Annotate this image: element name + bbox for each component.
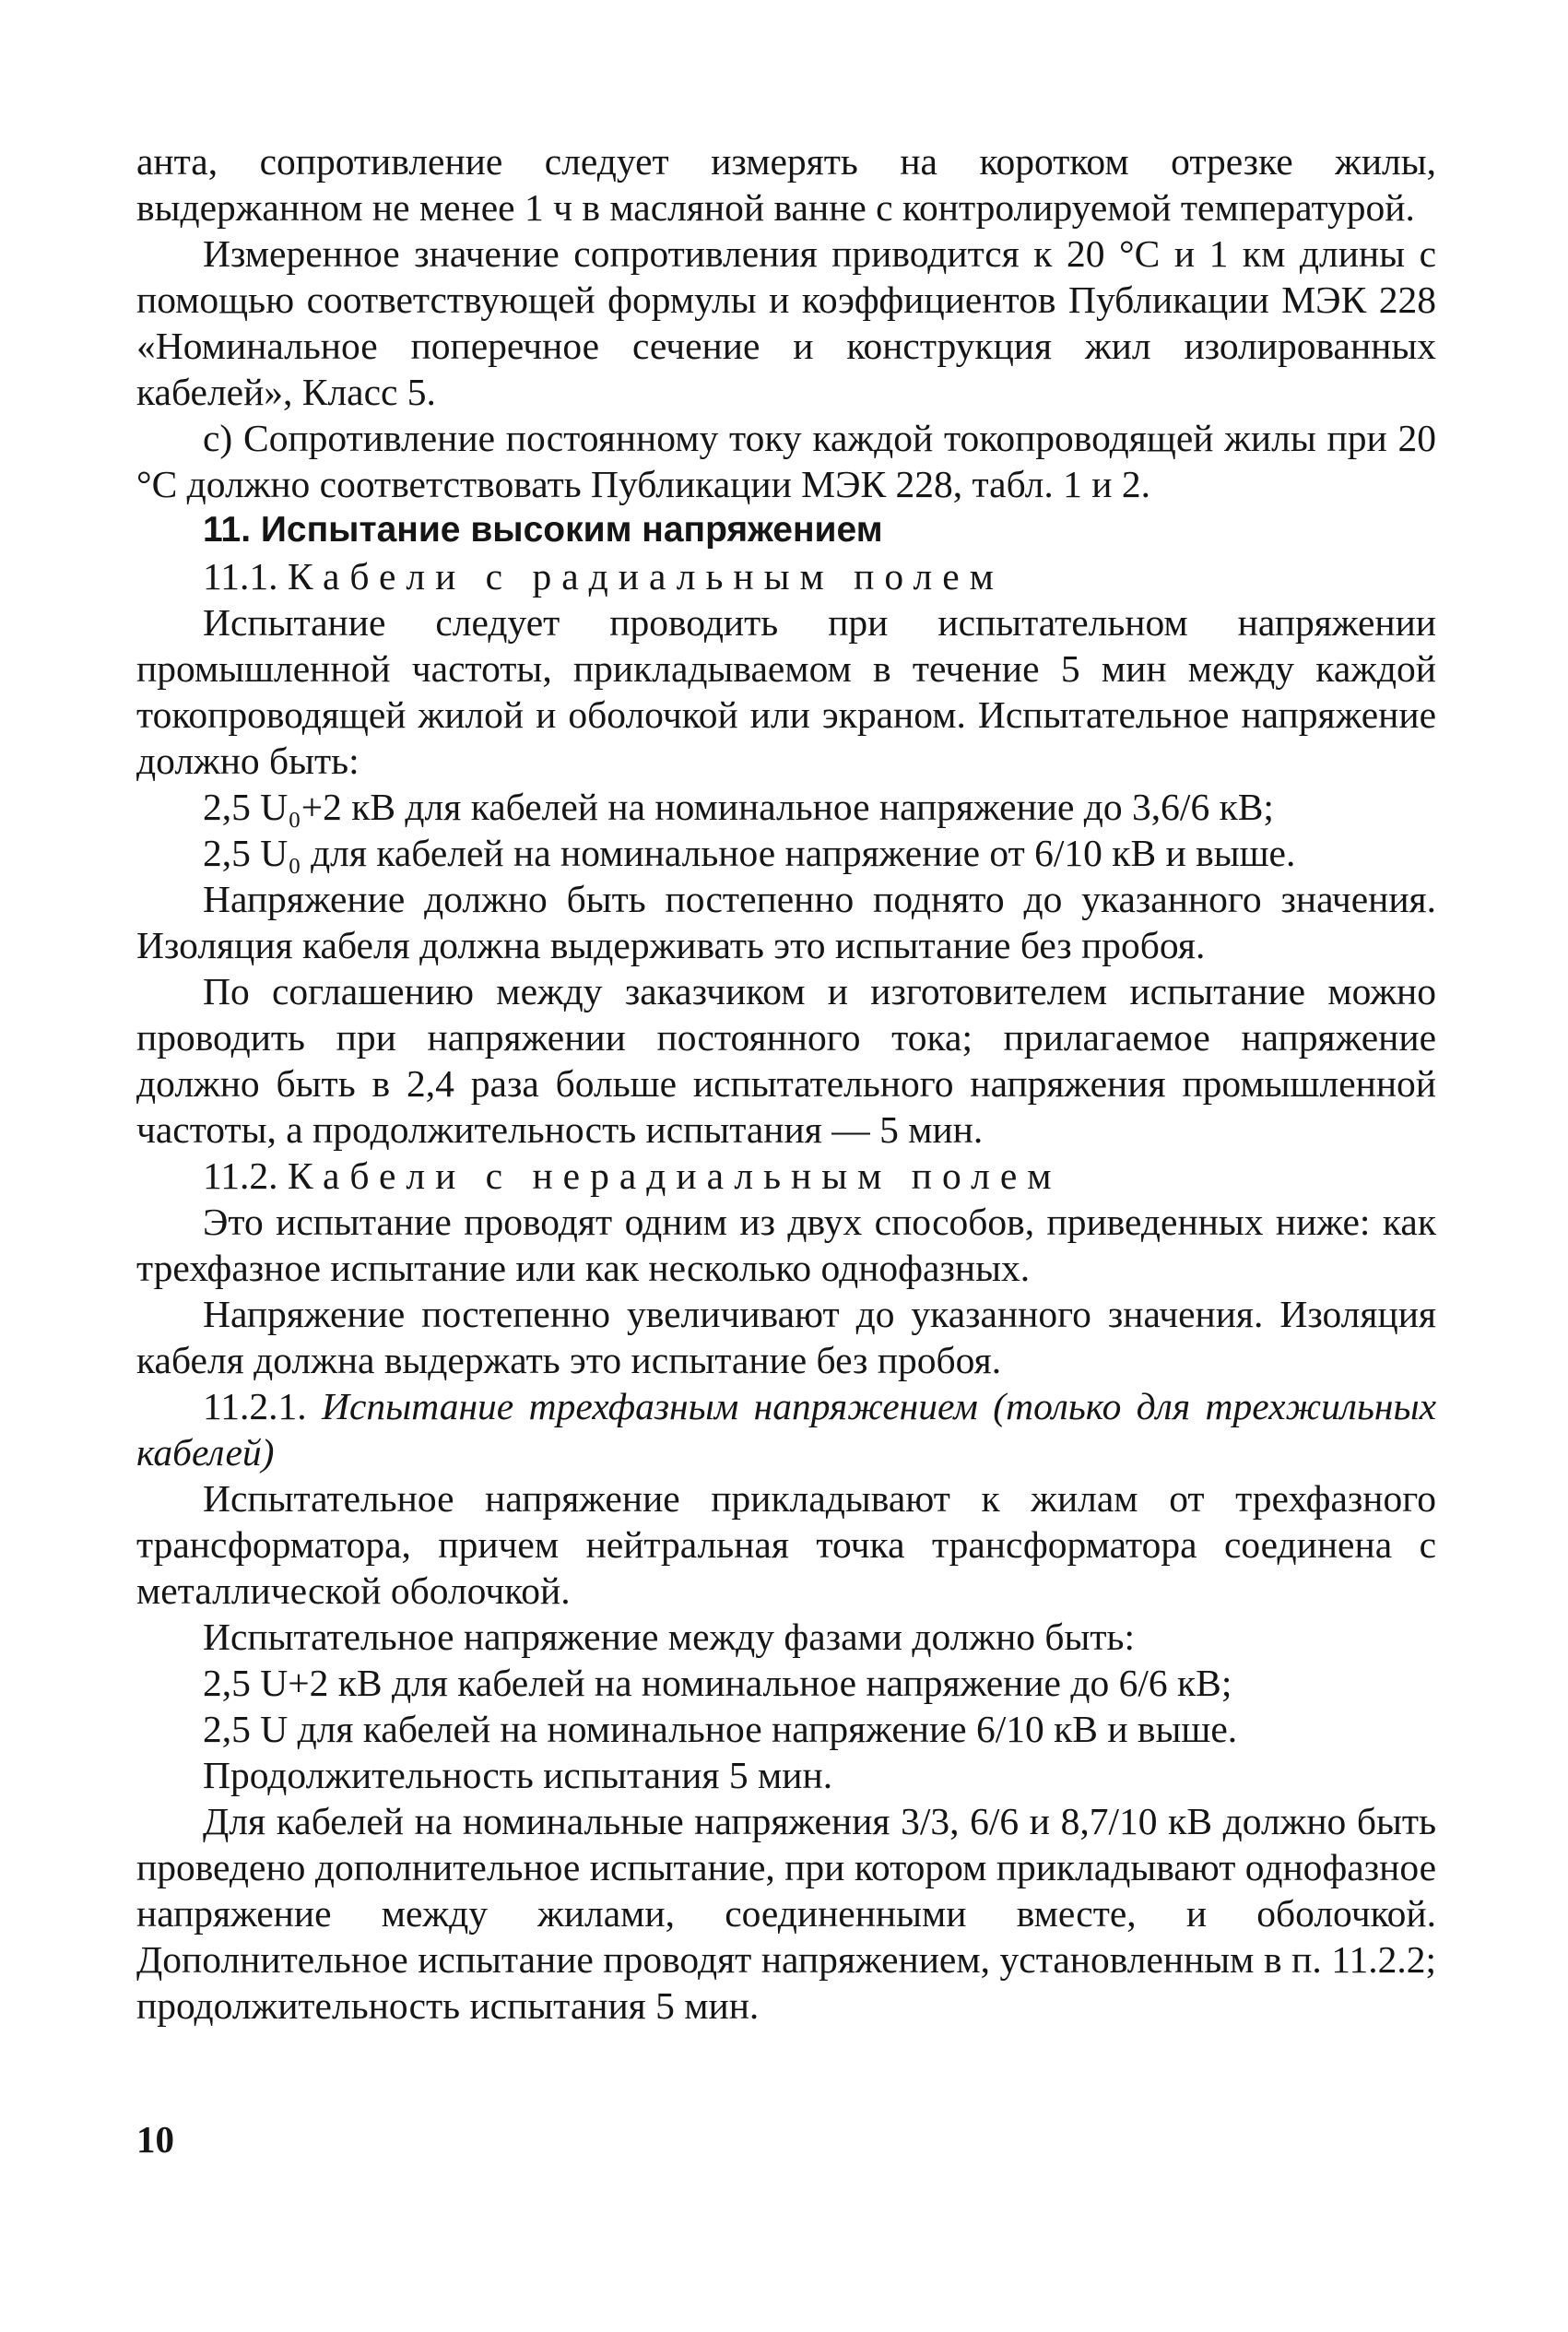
paragraph-test-duration: Продолжительность испытания 5 мин. <box>203 1754 833 1796</box>
subsection-number: 11.2. <box>203 1154 278 1197</box>
subsection-heading-nonradial-field <box>136 1153 1436 1199</box>
paragraph-two-methods: Это испытание проводят одним из двух способов, приведенных ниже: как трехфазное испытание или как несколько однофазных. <box>136 1201 1436 1289</box>
paragraph-phase-voltage: Испытательное напряжение между фазами должно быть: <box>203 1616 1135 1658</box>
subsection-heading-radial-field <box>136 553 1436 599</box>
paragraph-dc-resistance: с) Сопротивление постоянному току каждой токопроводящей жилы при 20 °С должно соответствовать Публикации МЭК 228, табл. 1 и 2. <box>136 417 1436 505</box>
paragraph-phase-voltage-item-1: 2,5 U+2 кВ для кабелей на номинальное напряжение до 6/6 кВ; <box>203 1662 1232 1704</box>
paragraph-resistance-correction: Измеренное значение сопротивления приводится к 20 °С и 1 км длины с помощью соответствующей формулы и коэффициентов Публикации МЭК 228 «Номинальное поперечное сечение и конструкция жил изолированных кабелей», Класс 5. <box>136 232 1436 413</box>
page-body <box>136 138 1436 2029</box>
paragraph-additional-test: Для кабелей на номинальные напряжения 3/3, 6/6 и 8,7/10 кВ должно быть проведено дополнительное испытание, при котором прикладывают однофазное напряжение между жилами, соединенными вместе, и оболочкой. Дополнительное испытание проводят напряжением, установленным в п. 11.2.2; продолжительность испытания 5 мин. <box>136 1800 1436 2027</box>
paragraph-three-phase-transformer: Испытательное напряжение прикладывают к жилам от трехфазного трансформатора, причем нейтральная точка трансформатора соединена с металлической оболочкой. <box>136 1477 1436 1612</box>
paragraph-voltage-item-2: 2,5 U₀ для кабелей на номинальное напряжение от 6/10 кВ и выше. <box>203 832 1296 874</box>
subsection-title: Испытание трехфазным напряжением (только для трехжильных кабелей) <box>136 1385 1436 1474</box>
subsection-heading-three-phase <box>136 1383 1436 1475</box>
page-number: 10 <box>136 2118 174 2160</box>
subsection-title: Кабели с радиальным полем <box>287 555 1004 598</box>
section-heading-high-voltage-test: 11. Испытание высоким напряжением <box>203 510 883 550</box>
subsection-number: 11.1. <box>203 555 278 598</box>
paragraph-test-procedure: Испытание следует проводить при испытательном напряжении промышленной частоты, прикладываемом в течение 5 мин между каждой токопроводящей жилой и оболочкой или экраном. Испытательное напряжение должно быть: <box>136 601 1436 782</box>
paragraph-resistance-measurement: анта, сопротивление следует измерять на коротком отрезке жилы, выдержанном не менее 1 ч в масляной ванне с контролируемой температурой. <box>136 140 1436 229</box>
paragraph-voltage-item-1: 2,5 U₀+2 кВ для кабелей на номинальное напряжение до 3,6/6 кВ; <box>203 786 1274 828</box>
paragraph-dc-test-agreement: По соглашению между заказчиком и изготовителем испытание можно проводить при напряжении постоянного тока; прилагаемое напряжение должно быть в 2,4 раза больше испытательного напряжения промышленной частоты, а продолжительность испытания — 5 мин. <box>136 970 1436 1151</box>
paragraph-phase-voltage-item-2: 2,5 U для кабелей на номинальное напряжение 6/10 кВ и выше. <box>203 1708 1238 1750</box>
paragraph-voltage-increase: Напряжение постепенно увеличивают до указанного значения. Изоляция кабеля должна выдержать это испытание без пробоя. <box>136 1293 1436 1381</box>
subsection-number: 11.2.1. <box>203 1385 307 1427</box>
subsection-title: Кабели с нерадиальным полем <box>287 1154 1062 1197</box>
paragraph-voltage-raise: Напряжение должно быть постепенно поднято до указанного значения. Изоляция кабеля должна выдерживать это испытание без пробоя. <box>136 878 1436 966</box>
